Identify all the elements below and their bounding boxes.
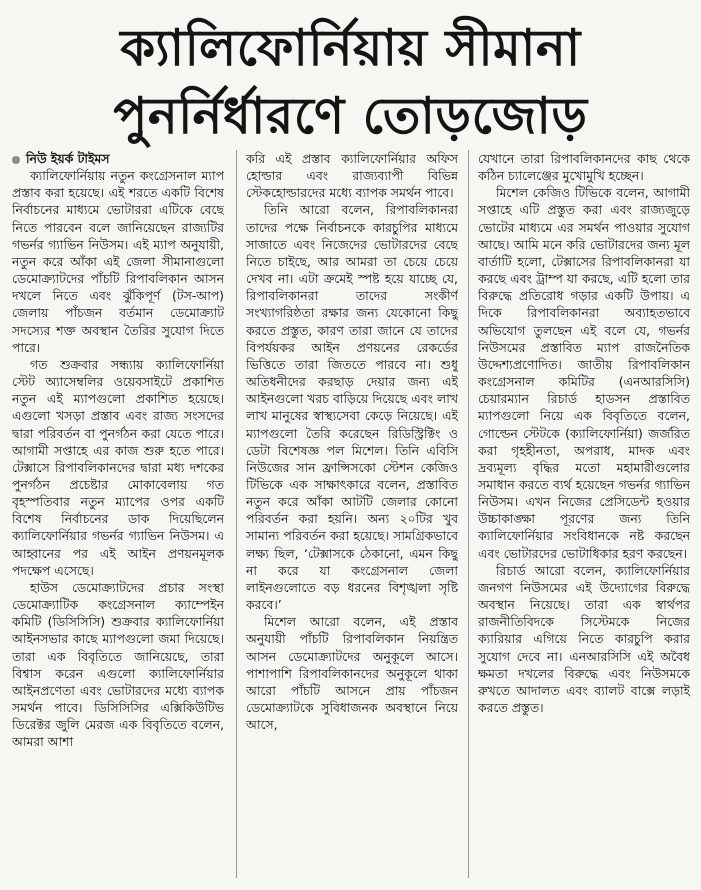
paragraph: তিনি আরো বলেন, রিপাবলিকানরা তাদের পক্ষে নির্বাচনকে কারচুপির মাধ্যমে সাজাতে এবং নিজেদের ভোটারদের বেছে নিতে চাইছে, আর আমরা তা চেয়ে চেয়ে দেখব না। এটা ক্রমেই স্পষ্ট হয়ে যাচ্ছে যে, রিপাবলিকানরা তাদের সংকীর্ণ সংখ্যাগরিষ্ঠতা রক্ষার জন্য যেকোনো কিছু করতে প্রস্তুত, কারণ তারা জানে যে তাদের বিপর্যয়কর আইন প্রণয়নের রেকর্ডের ভিত্তিতে তারা জিততে পারবে না। শুধু অতিধনীদের করছাড় দেয়ার জন্য এই আইনগুলো খরচ বাড়িয়ে দিয়েছে এবং লাখ লাখ মানুষের স্বাস্থ্যসেবা কেড়ে নিয়েছে। এই ম্যাপগুলো তৈরি করেছেন রিডিস্ট্রিক্টিং ও ডেটা বিশেষজ্ঞ পল মিশেল। তিনি এবিসি নিউজের সান ফ্রান্সিসকো স্টেশন কেজিও টিভিকে এক সাক্ষাৎকারে বলেন, প্রস্তাবিত নতুন করে আঁকা আটটি জেলার কোনো পরিবর্তন করা হয়নি। অন্য ২০টির খুব সামান্য পরিবর্তন করা হয়েছে। সামগ্রিকভাবে লক্ষ্য ছিল, ‘টেক্সাসকে ঠেকানো, এমন কিছু না করে যা কংগ্রেসনাল জেলা লাইনগুলোতে বড় ধরনের বিশৃঙ্খলা সৃষ্টি করবে।’ — [246, 202, 458, 613]
article-headline — [0, 14, 701, 150]
paragraph: ক্যালিফোর্নিয়ায় নতুন কংগ্রেসনাল ম্যাপ প্রস্তাব করা হয়েছে। এই শরতে একটি বিশেষ নির্বাচনের মাধ্যমে ভোটাররা এটিকে বেছে নিতে পারবেন বলে জানিয়েছেন রাজ্যটির গভর্নর গ্যাভিন নিউসম। এই ম্যাপ অনুযায়ী, নতুন করে আঁকা এই জেলা সীমানাগুলো ডেমোক্র্যাটদের পাঁচটি রিপাবলিকান আসন দখলে নিতে এবং ঝুঁকিপূর্ণ (টস-আপ) জেলায় পাঁচজন বর্তমান ডেমোক্র্যাট সদস্যের শক্ত অবস্থান তৈরির সুযোগ দিতে পারে। — [12, 168, 224, 355]
column-1 — [12, 150, 224, 882]
column-3 — [478, 150, 690, 882]
column-2 — [246, 150, 458, 882]
byline — [12, 150, 224, 167]
paragraph: গত শুক্রবার সন্ধ্যায় ক্যালিফোর্নিয়া স্টেট অ্যাসেম্বলির ওয়েবসাইটে প্রকাশিত নতুন এই ম্যাপগুলো প্রকাশিত হয়েছে। এগুলো খসড়া প্রস্তাব এবং রাজ্য সংসদের দ্বারা পরিবর্তন বা পুনর্গঠন করা যেতে পারে। আগামী সপ্তাহে এর কাজ শুরু হতে পারে। টেক্সাসে রিপাবলিকানদের দ্বারা মধ্য দশকের পুনর্গঠন প্রচেষ্টার মোকাবেলায় গত বৃহস্পতিবার নতুন ম্যাপের ওপর একটি বিশেষ নির্বাচনের ডাক দিয়েছিলেন ক্যালিফোর্নিয়ার গভর্নর গ্যাভিন নিউসম। এ আহ্বানের পর এই আইন প্রণয়নমূলক পদক্ষেপ এসেছে। — [12, 356, 224, 578]
paragraph: মিশেল কেজিও টিভিকে বলেন, আগামী সপ্তাহে এটি প্রস্তুত করা এবং রাজ্যজুড়ে ভোটের মাধ্যমে এর সমর্থন পাওয়ার সুযোগ আছে। আমি মনে করি ভোটারদের জন্য মূল বার্তাটি হলো, টেক্সাসের রিপাবলিকানরা যা করছে এবং ট্রাম্প যা করছে, এটি হলো তার বিরুদ্ধে প্রতিরোধ গড়ার একটি উপায়। এ দিকে রিপাবলিকানরা অব্যাহতভাবে অভিযোগ তুলছেন এই বলে যে, গভর্নর নিউসমের প্রস্তাবিত ম্যাপ রাজনৈতিক উদ্দেশ্যপ্রণোদিত। জাতীয় রিপাবলিকান কংগ্রেসনাল কমিটির (এনআরসিসি) চেয়ারম্যান রিচার্ড হাডসন প্রস্তাবিত ম্যাপগুলো নিয়ে এক বিবৃতিতে বলেন, গোল্ডেন স্টেটকে (ক্যালিফোর্নিয়া) জর্জরিত করা গৃহহীনতা, অপরাধ, মাদক এবং দ্রব্যমূল্য বৃদ্ধির মতো মহামারীগুলোর সমাধান করতে ব্যর্থ হয়েছেন গভর্নর গ্যাভিন নিউসম। এখন নিজের প্রেসিডেন্ট হওয়ার উচ্চাকাঙ্ক্ষা পূরণের জন্য তিনি ক্যালিফোর্নিয়ার সংবিধানকে নষ্ট করছেন এবং ভোটারদের ভোটাধিকার হরণ করছেন। — [478, 185, 690, 561]
headline-line-2: পুনর্নির্ধারণে তোড়জোড় — [113, 87, 588, 145]
paragraph: যেখানে তারা রিপাবলিকানদের কাছ থেকে কঠিন চ্যালেঞ্জের মুখোমুখি হচ্ছেন। — [478, 151, 690, 184]
paragraph: মিশেল আরো বলেন, এই প্রস্তাব অনুযায়ী পাঁচটি রিপাবলিকান নিয়ন্ত্রিত আসন ডেমোক্র্যাটদের অনুকূলে আসে। পাশাপাশি রিপাবলিকানদের অনুকূলে থাকা আরো পাঁচটি আসনে প্রায় পাঁচজন ডেমোক্র্যাটকে সুবিধাজনক অবস্থানে নিয়ে আসে, — [246, 614, 458, 733]
byline-text: নিউ ইয়র্ক টাইমস — [26, 151, 110, 166]
paragraph: করি এই প্রস্তাব ক্যালিফোর্নিয়ার অফিস হোল্ডার এবং রাজ্যব্যাপী বিভিন্ন স্টেকহোল্ডারদের মধ্যে ব্যাপক সমর্থন পাবে। — [246, 151, 458, 201]
column-divider — [468, 150, 469, 878]
column-divider — [236, 150, 237, 878]
headline-line-1: ক্যালিফোর্নিয়ায় সীমানা — [120, 19, 581, 77]
bullet-icon — [12, 156, 20, 164]
paragraph: হাউস ডেমোক্র্যাটদের প্রচার সংস্থা ডেমোক্র্যাটিক কংগ্রেসনাল ক্যাম্পেইন কমিটি (ডিসিসিসি) শুক্রবার ক্যালিফোর্নিয়া আইনসভার কাছে ম্যাপগুলো জমা দিয়েছে। তারা এক বিবৃতিতে জানিয়েছে, তারা বিশ্বাস করেন এগুলো ক্যালিফোর্নিয়ার আইনপ্রণেতা এবং ভোটারদের মধ্যে ব্যাপক সমর্থন পাবে। ডিসিসিসির এক্সিকিউটিভ ডিরেক্টর জুলি মেরজ এক বিবৃতিতে বলেন, আমরা আশা — [12, 579, 224, 750]
paragraph: রিচার্ড আরো বলেন, ক্যালিফোর্নিয়ার জনগণ নিউসমের এই উদ্যোগের বিরুদ্ধে অবস্থান নিয়েছে। তারা এক স্বার্থপর রাজনীতিবিদকে সিস্টেমকে নিজের ক্যারিয়ার এগিয়ে নিতে কারচুপি করার সুযোগ দেবে না। এনআরসিসি এই অবৈধ ক্ষমতা দখলের বিরুদ্ধে এবং নিউসমকে রুখতে আদালত এবং ব্যালট বাক্সে লড়াই করতে প্রস্তুত। — [478, 562, 690, 715]
